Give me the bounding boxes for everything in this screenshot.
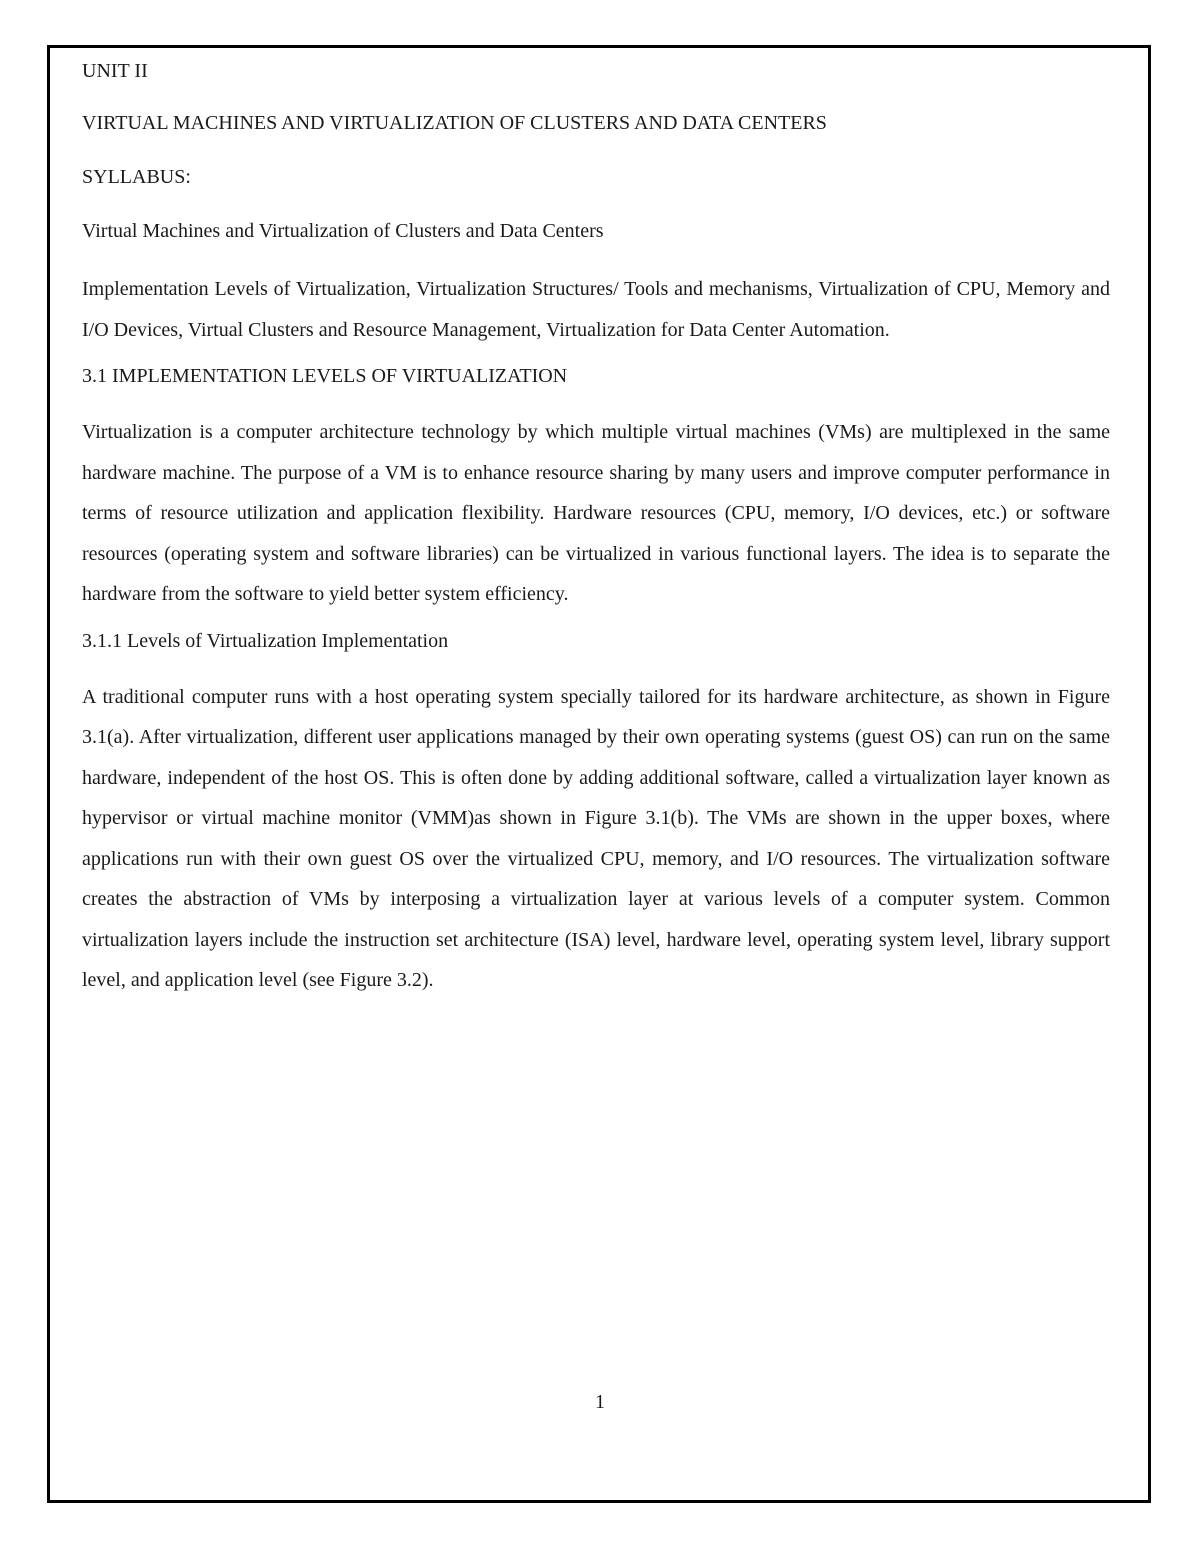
page-content [82, 57, 1110, 1013]
section-paragraph-3-1: Virtualization is a computer architecture technology by which multiple virtual machines (VMs) are multiplexed in the same hardware machine. The purpose of a VM is to enhance resource sharing by many users and improve computer performance in terms of resource utilization and application flexibility. Hardware resources (CPU, memory, I/O devices, etc.) or software resources (operating system and software libraries) can be virtualized in various functional layers. The idea is to separate the hardware from the software to yield better system efficiency. [82, 421, 1110, 605]
section-heading-3-1-1: 3.1.1 Levels of Virtualization Implementation [82, 629, 449, 652]
syllabus-title: Virtual Machines and Virtualization of Clusters and Data Centers [82, 220, 604, 242]
syllabus-label: SYLLABUS: [82, 166, 191, 188]
unit-label: UNIT II [82, 60, 148, 82]
document-title: VIRTUAL MACHINES AND VIRTUALIZATION OF CLUSTERS AND DATA CENTERS [82, 112, 827, 134]
syllabus-topics: Implementation Levels of Virtualization, Virtualization Structures/ Tools and mechanisms, Virtualization of CPU, Memory and I/O Devices, Virtual Clusters and Resource Management, Virtualization for Data Center Automation. [82, 278, 1110, 341]
page-number: 1 [595, 1391, 605, 1413]
section-heading-3-1: 3.1 IMPLEMENTATION LEVELS OF VIRTUALIZATION [82, 365, 568, 387]
section-paragraph-3-1-1: A traditional computer runs with a host operating system specially tailored for its hardware architecture, as shown in Figure 3.1(a). After virtualization, different user applications managed by their own operating systems (guest OS) can run on the same hardware, independent of the host OS. This is often done by adding additional software, called a virtualization layer known as hypervisor or virtual machine monitor (VMM)as shown in Figure 3.1(b). The VMs are shown in the upper boxes, where applications run with their own guest OS over the virtualized CPU, memory, and I/O resources. The virtualization software creates the abstraction of VMs by interposing a virtualization layer at various levels of a computer system. Common virtualization layers include the instruction set architecture (ISA) level, hardware level, operating system level, library support level, and application level (see Figure 3.2). [82, 685, 1110, 991]
